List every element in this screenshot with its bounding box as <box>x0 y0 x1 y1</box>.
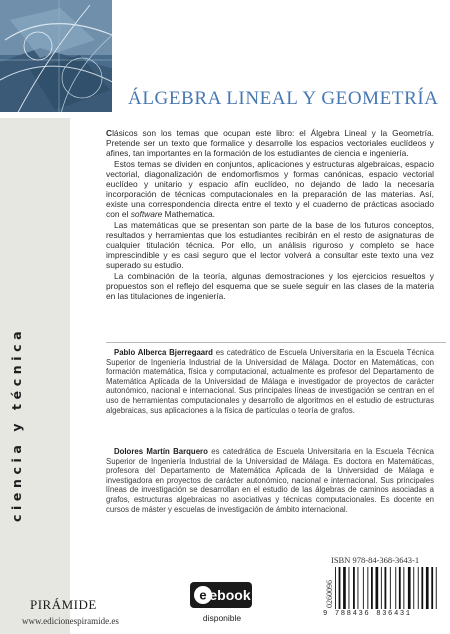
ebook-label: ebook <box>209 587 251 603</box>
barcode-number: 9 788436 836431 <box>323 610 443 622</box>
author-bio-text: es catedrática de Escuela Universitaria en la Escuela Técnica Superior de Ingeniería Industrial de la Universidad de Málaga. Es doctora en Matemáticas, profesora del Departamento de Matemática Aplicada de la Universidad de Málaga e investigadora en proyectos de carácter autonómico, nacional e internacional. Sus principales líneas de investigación se desarrollan en el estudio de las álgebras de caminos asociadas a grafos, estructuras algebraicas no asociativas y técnicas computacionales. Es docente en cursos de máster y escuelas de investigación de ámbito internacional. <box>106 447 434 514</box>
publisher-name: PIRÁMIDE <box>30 597 97 612</box>
ebook-logo <box>190 582 252 608</box>
book-description <box>106 128 434 302</box>
series-label: ciencia y técnica <box>9 326 24 522</box>
emphasis-text: software <box>130 209 163 219</box>
author-bio-text: es catedrático de Escuela Universitaria en la Escuela Técnica Superior de Ingeniería Industrial de la Universidad de Málaga. Doctor en Matemáticas, con formación matemática, física y computacional, actualmente es profesor del Departamento de Matemática Aplicada de la Universidad de Málaga e investigador de proyectos de carácter autonómico, nacional e internacional. Sus principales líneas de investigación se centran en el uso de herramientas computacionales y desarrollo de algoritmos en el estudio de estructuras algebraicas, sus aplicaciones a la física de partículas o teoría de grafos. <box>106 348 434 415</box>
author-name: Pablo Alberca Bjerregaard <box>114 348 213 357</box>
isbn: ISBN 978-84-368-3643-1 <box>331 555 420 565</box>
paragraph-text: Estos temas se dividen en conjuntos, aplicaciones y estructuras algebraicas, espacio vectorial, diagonalización de endomorfismos y formas canónicas, espacio vectorial euclídeo y unitario y espacio afín euclídeo, no dejando de lado la necesaria incorporación de técnicas computacionales en la preparación de las materias. Así, existe una correspondencia directa entre el texto y el cuaderno de prácticas asociado con el <box>106 159 434 219</box>
dropcap: C <box>106 128 113 138</box>
section-divider <box>106 342 446 343</box>
side-code: 0260096 <box>325 580 334 608</box>
svg-text:e: e <box>199 587 207 603</box>
description-paragraph <box>106 159 434 219</box>
publisher-website: www.edicionespiramide.es <box>22 616 119 626</box>
description-paragraph: Las matemáticas que se presentan son parte de la base de los futuros conceptos, resultados y herramientas que los estudiantes recibirán en el resto de asignaturas de cualquier titulación técnica. Por ello, un análisis riguroso y completo se hace imprescindible y es casi seguro que el lector volverá a consultar este texto una vez superado su estudio. <box>106 220 434 270</box>
author-bio <box>106 447 434 514</box>
description-paragraph <box>106 128 434 158</box>
cover-illustration <box>0 0 118 118</box>
paragraph-text: Mathematica. <box>164 209 215 219</box>
author-name: Dolores Martín Barquero <box>114 447 208 456</box>
paragraph-text: lásicos son los temas que ocupan este libro: el Álgebra Lineal y la Geometría. Pretende ser un texto que formalice y desarrolle los espacios vectoriales euclídeos y afines, tan importantes en la formación de los estudiantes de ciencia e ingeniería. <box>106 128 434 158</box>
book-title: ÁLGEBRA LINEAL Y GEOMETRÍA <box>128 88 439 109</box>
ebook-availability: disponible <box>202 613 242 623</box>
author-bio <box>106 348 434 415</box>
description-paragraph: La combinación de la teoría, algunas demostraciones y los ejercicios resueltos y propuestos son el reflejo del esquema que se suele seguir en las clases de la materia en las titulaciones de ingeniería. <box>106 271 434 301</box>
